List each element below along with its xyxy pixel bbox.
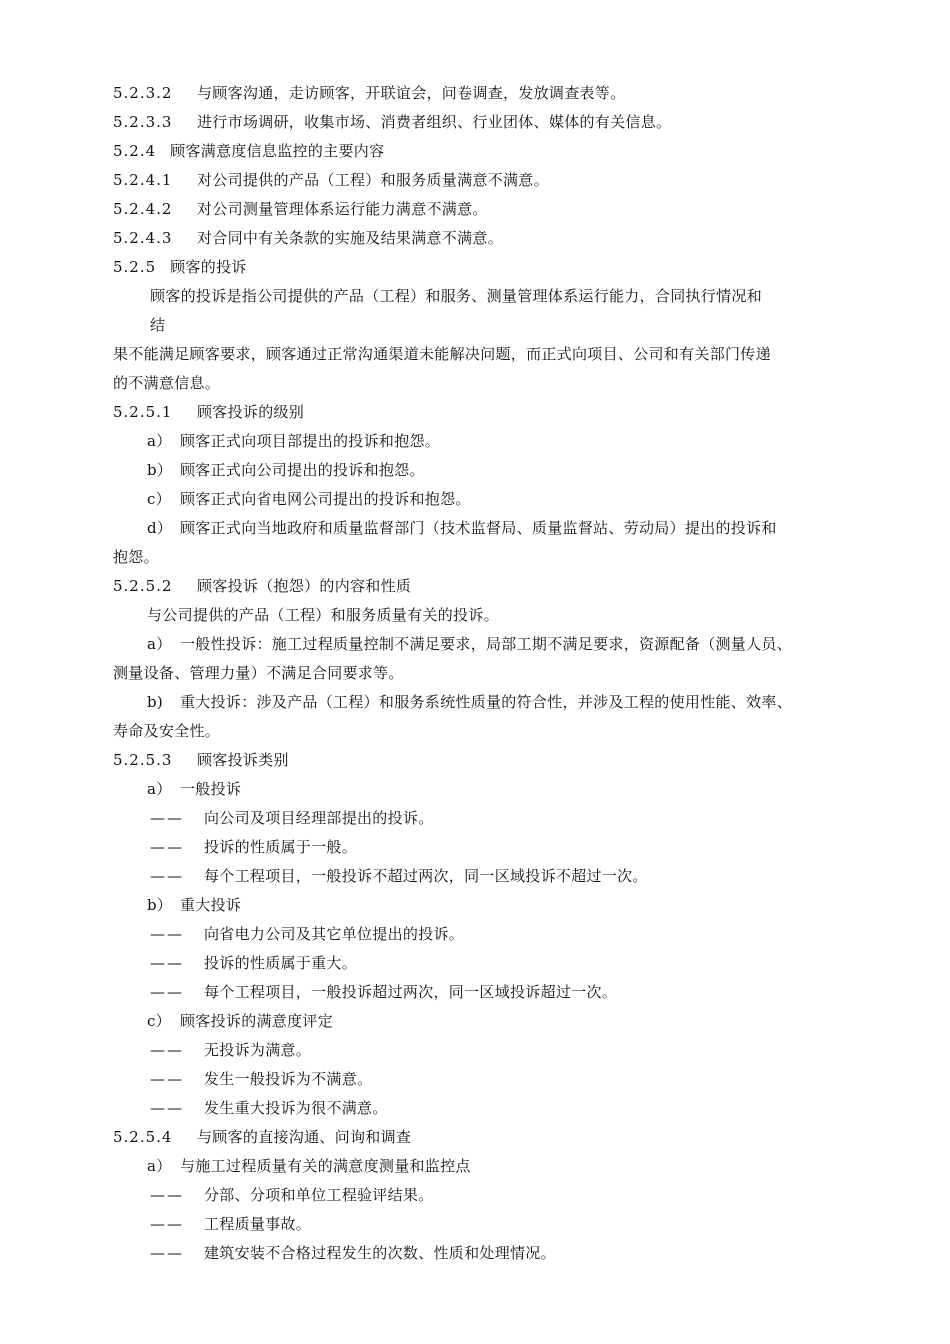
dash-marker: —— [150, 809, 184, 827]
clause-heading: 顾客投诉（抱怨）的内容和性质 [197, 577, 412, 595]
list-marker: a） [147, 1157, 172, 1175]
list-item [147, 489, 471, 509]
list-text: 顾客正式向省电网公司提出的投诉和抱怨。 [180, 490, 471, 508]
list-item [147, 692, 792, 712]
list-item [147, 895, 241, 915]
clause-5-2-4 [113, 141, 384, 161]
dash-item [150, 1069, 372, 1089]
dash-item [150, 866, 648, 886]
clause-number: 5.2.3.2 [113, 84, 173, 102]
dash-item [150, 982, 617, 1002]
dash-text: 每个工程项目，一般投诉不超过两次，同一区域投诉不超过一次。 [204, 867, 648, 885]
dash-text: 发生一般投诉为不满意。 [204, 1070, 373, 1088]
list-item [147, 634, 792, 654]
clause-5-2-4-1 [113, 170, 549, 190]
list-text: 重大投诉 [180, 896, 242, 914]
clause-text: 对公司测量管理体系运行能力满意不满意。 [197, 200, 488, 218]
clause-5-2-5-1 [113, 402, 304, 422]
list-marker: c） [147, 1012, 172, 1030]
paragraph-line: 寿命及安全性。 [113, 722, 221, 740]
paragraph-line: 测量设备、管理力量）不满足合同要求等。 [113, 664, 404, 682]
dash-item [150, 1185, 434, 1205]
paragraph-line: 与公司提供的产品（工程）和服务质量有关的投诉。 [147, 606, 499, 624]
list-text: 一般性投诉：施工过程质量控制不满足要求，局部工期不满足要求，资源配备（测量人员、 [180, 635, 793, 653]
list-text: 顾客正式向项目部提出的投诉和抱怨。 [180, 432, 441, 450]
dash-text: 建筑安装不合格过程发生的次数、性质和处理情况。 [204, 1244, 556, 1262]
list-text: 顾客正式向公司提出的投诉和抱怨。 [180, 461, 425, 479]
clause-5-2-5-3 [113, 750, 289, 770]
clause-number: 5.2.4 [113, 142, 157, 160]
clause-text: 对公司提供的产品（工程）和服务质量满意不满意。 [197, 171, 549, 189]
dash-marker: —— [150, 1244, 184, 1262]
dash-text: 投诉的性质属于一般。 [204, 838, 358, 856]
dash-marker: —— [150, 1215, 184, 1233]
dash-marker: —— [150, 1070, 184, 1088]
list-text: 重大投诉：涉及产品（工程）和服务系统性质量的符合性，并涉及工程的使用性能、效率、 [180, 693, 793, 711]
clause-5-2-5 [113, 257, 247, 277]
dash-item [150, 1243, 556, 1263]
list-marker: b） [147, 461, 173, 479]
clause-number: 5.2.4.3 [113, 229, 173, 247]
clause-number: 5.2.5.1 [113, 403, 173, 421]
clause-number: 5.2.5 [113, 258, 157, 276]
paragraph-line: 的不满意信息。 [113, 374, 221, 392]
dash-text: 向省电力公司及其它单位提出的投诉。 [204, 925, 465, 943]
clause-5-2-3-2 [113, 83, 625, 103]
clause-number: 5.2.3.3 [113, 113, 173, 131]
list-marker: a） [147, 432, 172, 450]
clause-text: 对合同中有关条款的实施及结果满意不满意。 [197, 229, 504, 247]
dash-marker: —— [150, 838, 184, 856]
dash-marker: —— [150, 1186, 184, 1204]
paragraph-line: 抱怨。 [113, 548, 159, 566]
dash-text: 发生重大投诉为很不满意。 [204, 1099, 388, 1117]
clause-number: 5.2.5.2 [113, 577, 173, 595]
dash-marker: —— [150, 983, 184, 1001]
dash-text: 投诉的性质属于重大。 [204, 954, 358, 972]
dash-text: 分部、分项和单位工程验评结果。 [204, 1186, 434, 1204]
clause-number: 5.2.4.1 [113, 171, 173, 189]
list-marker: b) [147, 693, 164, 711]
list-marker: a） [147, 780, 172, 798]
list-item [147, 518, 777, 538]
list-item [147, 779, 241, 799]
clause-5-2-5-4 [113, 1127, 411, 1147]
dash-item [150, 808, 434, 828]
list-text: 一般投诉 [180, 780, 242, 798]
dash-text: 向公司及项目经理部提出的投诉。 [204, 809, 434, 827]
list-item [147, 1011, 333, 1031]
list-item [147, 1156, 471, 1176]
paragraph-line: 顾客的投诉是指公司提供的产品（工程）和服务、测量管理体系运行能力，合同执行情况和 [150, 287, 763, 305]
clause-heading: 顾客投诉的级别 [197, 403, 305, 421]
clause-heading: 顾客投诉类别 [197, 751, 289, 769]
dash-item [150, 837, 357, 857]
dash-text: 每个工程项目，一般投诉超过两次，同一区域投诉超过一次。 [204, 983, 618, 1001]
clause-number: 5.2.4.2 [113, 200, 173, 218]
list-marker: c） [147, 490, 172, 508]
list-text: 与施工过程质量有关的满意度测量和监控点 [180, 1157, 471, 1175]
list-marker: a） [147, 635, 172, 653]
paragraph-line: 结 [150, 316, 166, 334]
list-marker: d） [147, 519, 173, 537]
list-item [147, 431, 440, 451]
clause-heading: 顾客满意度信息监控的主要内容 [170, 142, 385, 160]
paragraph-line: 果不能满足顾客要求，顾客通过正常沟通渠道未能解决问题，而正式向项目、公司和有关部门传递 [113, 345, 771, 363]
dash-item [150, 953, 357, 973]
clause-heading: 与顾客的直接沟通、问询和调查 [197, 1128, 412, 1146]
dash-text: 无投诉为满意。 [204, 1041, 312, 1059]
clause-5-2-4-3 [113, 228, 503, 248]
dash-marker: —— [150, 954, 184, 972]
dash-marker: —— [150, 1041, 184, 1059]
clause-text: 与顾客沟通，走访顾客，开联谊会，问卷调查，发放调查表等。 [197, 84, 626, 102]
clause-heading: 顾客的投诉 [170, 258, 247, 276]
clause-number: 5.2.5.3 [113, 751, 173, 769]
clause-5-2-4-2 [113, 199, 488, 219]
dash-item [150, 1098, 388, 1118]
list-marker: b） [147, 896, 173, 914]
dash-text: 工程质量事故。 [204, 1215, 312, 1233]
list-text: 顾客正式向当地政府和质量监督部门（技术监督局、质量监督站、劳动局）提出的投诉和 [180, 519, 777, 537]
dash-marker: —— [150, 1099, 184, 1117]
clause-text: 进行市场调研，收集市场、消费者组织、行业团体、媒体的有关信息。 [197, 113, 672, 131]
dash-item [150, 924, 464, 944]
list-text: 顾客投诉的满意度评定 [180, 1012, 334, 1030]
dash-marker: —— [150, 867, 184, 885]
dash-marker: —— [150, 925, 184, 943]
clause-5-2-5-2 [113, 576, 411, 596]
clause-number: 5.2.5.4 [113, 1128, 173, 1146]
dash-item [150, 1214, 311, 1234]
dash-item [150, 1040, 311, 1060]
list-item [147, 460, 425, 480]
clause-5-2-3-3 [113, 112, 671, 132]
